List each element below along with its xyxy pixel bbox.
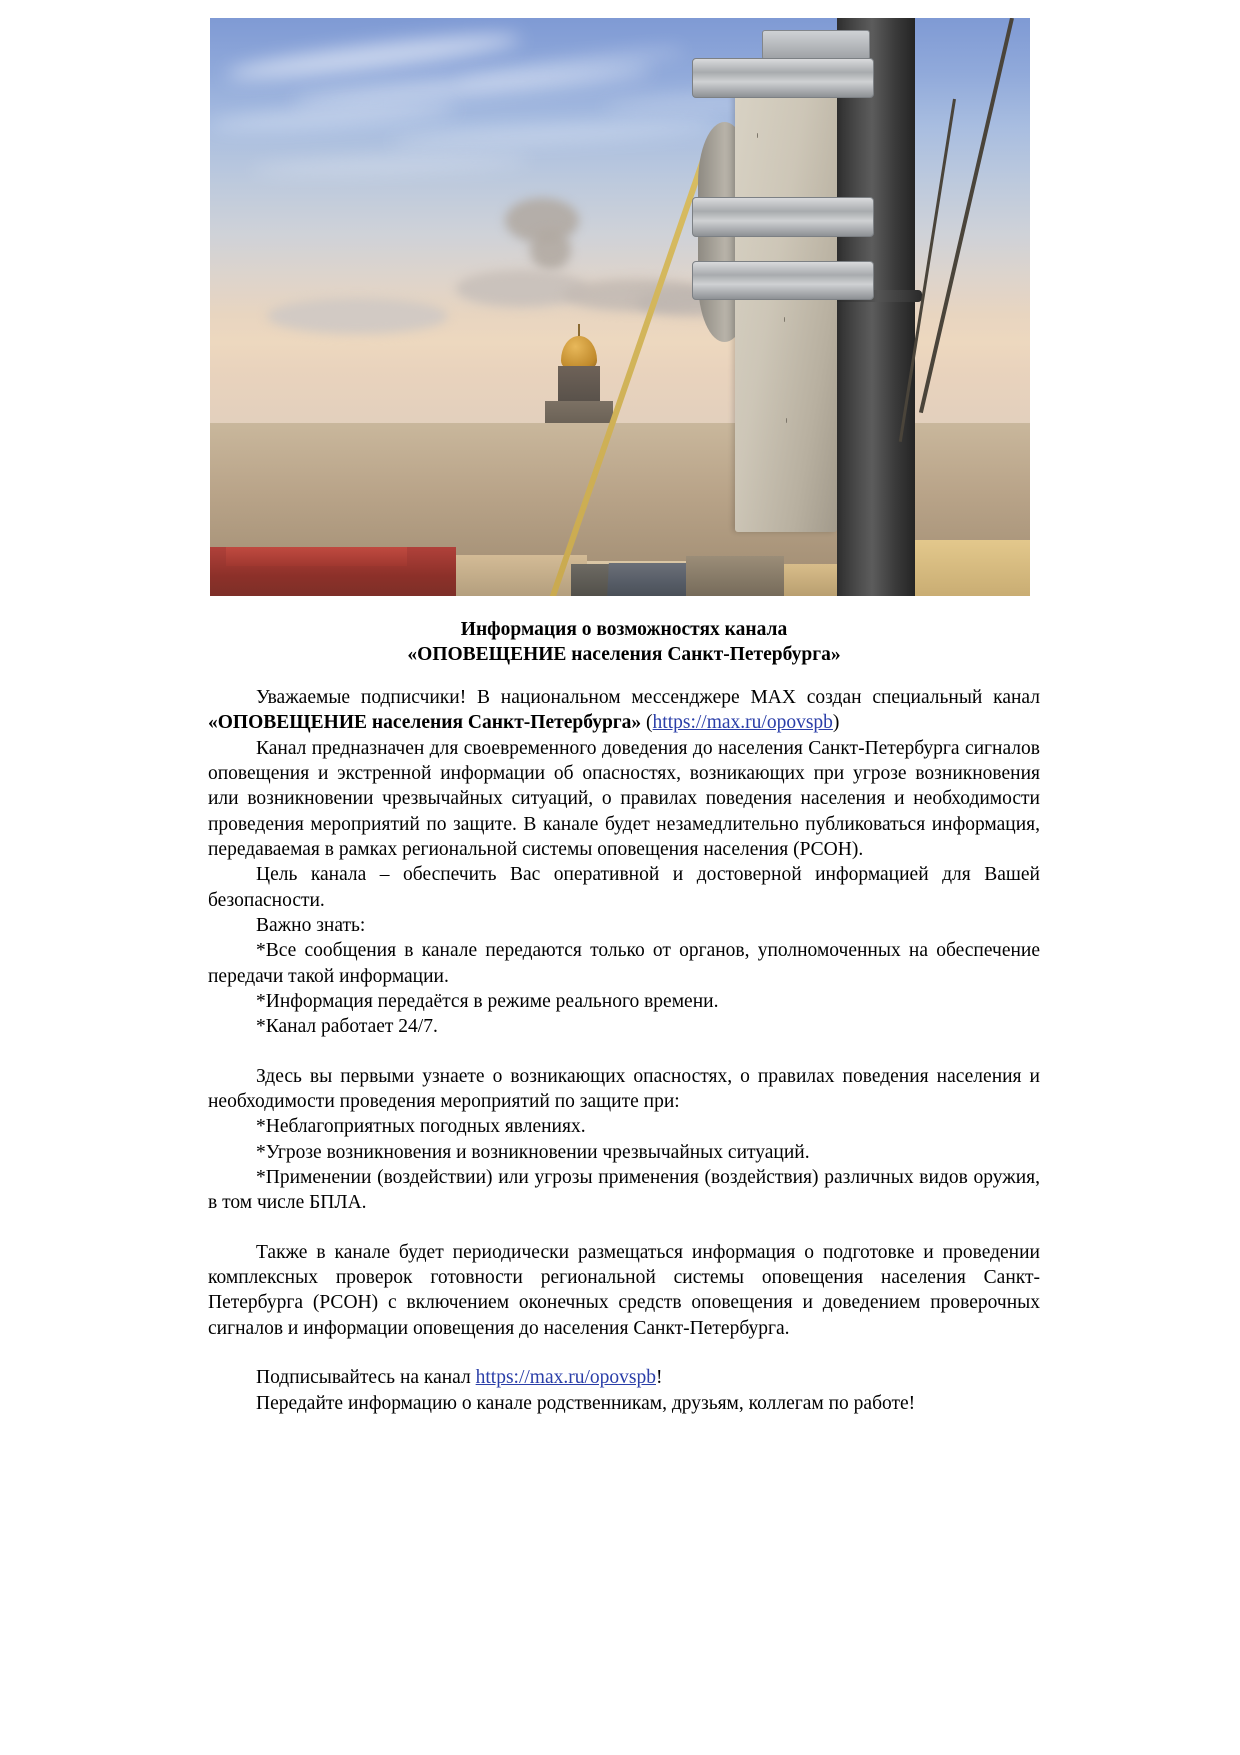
header-photo [210, 18, 1030, 596]
channel-link-top[interactable]: https://max.ru/opovspb [652, 712, 833, 734]
bullet-weapons-uav: *Применении (воздействии) или угрозы применения (воздействия) различных видов оружия, в том числе БПЛА. [208, 1167, 1040, 1214]
paragraph-purpose: Канал предназначен для своевременного доведения до населения Санкт-Петербурга сигналов оповещения и экстренной информации об опасностях, возникающих при угрозе возникновения или возникновении чрезвычайных ситуаций, о правилах поведения населения и необходимости проведения мероприятий по защите. В канале будет незамедлительно публиковаться информация, передаваемая в рамках региональной системы оповещения населения (РСОН). [208, 737, 1040, 860]
mounting-bracket [692, 261, 874, 301]
channel-link-bottom[interactable]: https://max.ru/opovspb [475, 1367, 656, 1389]
paragraph-first-to-know: Здесь вы первыми узнаете о возникающих опасностях, о правилах поведения населения и необходимости проведения мероприятий по защите при: [208, 1065, 1040, 1113]
pole-cap-bracket [762, 30, 871, 61]
bullet-authorized-sources: *Все сообщения в канале передаются только от органов, уполномоченных на обеспечение передачи такой информации. [208, 940, 1040, 987]
mounting-pole [837, 18, 915, 596]
cloud-puff [530, 230, 571, 271]
mounting-bracket [692, 58, 874, 98]
spacer [208, 668, 1040, 685]
cloud-wisp [390, 118, 718, 151]
paragraph-subscribe [208, 1365, 1040, 1390]
building-roof [686, 556, 784, 596]
document-body [208, 618, 1040, 1416]
screw [786, 418, 787, 423]
photo-canvas [210, 18, 1030, 596]
exclamation: ! [656, 1367, 663, 1389]
screw [757, 133, 758, 138]
paragraph-goal: Цель канала – обеспечить Вас оперативной и достоверной информацией для Вашей безопасности. [208, 864, 1040, 911]
paragraph-share: Передайте информацию о канале родственникам, друзьям, коллегам по работе! [256, 1392, 916, 1414]
siren-loudspeaker-unit [735, 93, 838, 532]
paragraph-system-checks: Также в канале будет периодически размещаться информация о подготовке и проведении комплексных проверок готовности региональной системы оповещения населения Санкт-Петербурга (РСОН) с включением оконечных средств оповещения и доведением проверочных сигналов и информации оповещения до населения Санкт-Петербурга. [208, 1241, 1040, 1339]
channel-name-bold: «ОПОВЕЩЕНИЕ населения Санкт-Петербурга» [208, 712, 642, 734]
document-title [208, 618, 1040, 668]
bullet-weather: *Неблагоприятных погодных явлениях. [256, 1116, 586, 1138]
building-roof [226, 547, 406, 566]
bullet-emergency: *Угрозе возникновения и возникновении чрезвычайных ситуаций. [256, 1141, 810, 1163]
title-line-1: Информация о возможностях канала [460, 619, 788, 640]
cloud-puff [267, 298, 447, 334]
spacer [208, 1040, 1040, 1064]
open-paren: ( [641, 712, 653, 734]
spacer [208, 1216, 1040, 1240]
paragraph-intro [208, 685, 1040, 736]
mounting-bracket [692, 197, 874, 237]
spacer [208, 1341, 1040, 1365]
paragraph-important-heading: Важно знать: [256, 915, 366, 936]
bullet-24-7: *Канал работает 24/7. [256, 1016, 438, 1038]
title-line-2: «ОПОВЕЩЕНИЕ населения Санкт-Петербурга» [407, 643, 841, 665]
cloud-wisp [210, 100, 456, 135]
building-roof [899, 540, 1030, 596]
intro-text: Уважаемые подписчики! В национальном мессенджере MAX создан специальный канал [256, 686, 1040, 708]
cathedral-drum [558, 366, 601, 405]
cloud-wisp [251, 153, 530, 176]
subscribe-text: Подписывайтесь на канал [256, 1367, 476, 1389]
close-paren: ) [832, 712, 840, 734]
screw [784, 317, 785, 322]
bullet-realtime: *Информация передаётся в режиме реального времени. [256, 991, 719, 1013]
